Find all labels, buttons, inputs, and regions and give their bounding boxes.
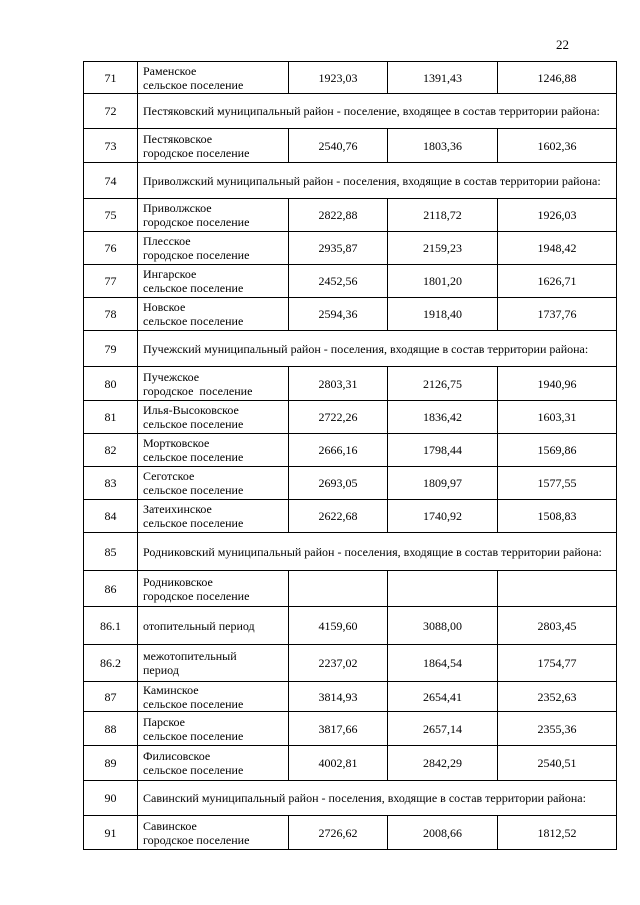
value-cell: 1603,31 bbox=[498, 401, 617, 434]
settlement-name: Пучежское городское поселение bbox=[138, 367, 289, 401]
row-number: 85 bbox=[84, 533, 138, 571]
value-cell: 1577,55 bbox=[498, 467, 617, 500]
row-number: 77 bbox=[84, 265, 138, 298]
value-cell: 2803,45 bbox=[498, 607, 617, 645]
tariff-table bbox=[83, 61, 617, 850]
row-number: 83 bbox=[84, 467, 138, 500]
settlement-name: Приволжское городское поселение bbox=[138, 199, 289, 232]
value-cell: 2726,62 bbox=[289, 816, 388, 850]
settlement-name: Затеихинское сельское поселение bbox=[138, 500, 289, 533]
value-cell: 1508,83 bbox=[498, 500, 617, 533]
value-cell: 2594,36 bbox=[289, 298, 388, 331]
table-row bbox=[84, 199, 617, 232]
row-number: 79 bbox=[84, 331, 138, 367]
table-row bbox=[84, 682, 617, 712]
settlement-name: Родниковское городское поселение bbox=[138, 571, 289, 607]
table-row bbox=[84, 62, 617, 94]
row-number: 89 bbox=[84, 746, 138, 781]
value-cell: 2622,68 bbox=[289, 500, 388, 533]
value-cell: 2126,75 bbox=[388, 367, 498, 401]
settlement-name: Сеготское сельское поселение bbox=[138, 467, 289, 500]
value-cell: 2657,14 bbox=[388, 712, 498, 746]
settlement-name: Парское сельское поселение bbox=[138, 712, 289, 746]
value-cell: 2842,29 bbox=[388, 746, 498, 781]
value-cell: 2822,88 bbox=[289, 199, 388, 232]
row-number: 73 bbox=[84, 129, 138, 163]
value-cell: 2008,66 bbox=[388, 816, 498, 850]
table-row bbox=[84, 746, 617, 781]
settlement-name: Мортковское сельское поселение bbox=[138, 434, 289, 467]
value-cell: 4002,81 bbox=[289, 746, 388, 781]
value-cell: 2355,36 bbox=[498, 712, 617, 746]
table-row bbox=[84, 298, 617, 331]
table-row bbox=[84, 500, 617, 533]
value-cell: 1940,96 bbox=[498, 367, 617, 401]
row-number: 72 bbox=[84, 94, 138, 129]
value-cell: 1737,76 bbox=[498, 298, 617, 331]
value-cell: 2237,02 bbox=[289, 645, 388, 682]
row-number: 88 bbox=[84, 712, 138, 746]
value-cell: 2693,05 bbox=[289, 467, 388, 500]
value-cell: 1918,40 bbox=[388, 298, 498, 331]
settlement-name: Каминское сельское поселение bbox=[138, 682, 289, 712]
table-row bbox=[84, 401, 617, 434]
value-cell: 1812,52 bbox=[498, 816, 617, 850]
value-cell: 1801,20 bbox=[388, 265, 498, 298]
value-cell: 3088,00 bbox=[388, 607, 498, 645]
table-row bbox=[84, 331, 617, 367]
value-cell: 2722,26 bbox=[289, 401, 388, 434]
value-cell: 2935,87 bbox=[289, 232, 388, 265]
table-row bbox=[84, 607, 617, 645]
row-number: 81 bbox=[84, 401, 138, 434]
value-cell: 1391,43 bbox=[388, 62, 498, 94]
value-cell: 4159,60 bbox=[289, 607, 388, 645]
value-cell: 2452,56 bbox=[289, 265, 388, 298]
row-number: 86 bbox=[84, 571, 138, 607]
value-cell bbox=[388, 571, 498, 607]
page-number: 22 bbox=[556, 37, 569, 52]
value-cell: 3814,93 bbox=[289, 682, 388, 712]
settlement-name: Раменское сельское поселение bbox=[138, 62, 289, 94]
table-row bbox=[84, 94, 617, 129]
value-cell: 1602,36 bbox=[498, 129, 617, 163]
value-cell: 2540,51 bbox=[498, 746, 617, 781]
table-row bbox=[84, 467, 617, 500]
district-heading: Пестяковский муниципальный район - поселение, входящее в состав территории района: bbox=[138, 94, 617, 129]
value-cell: 1803,36 bbox=[388, 129, 498, 163]
table-row bbox=[84, 571, 617, 607]
table-row bbox=[84, 434, 617, 467]
value-cell: 3817,66 bbox=[289, 712, 388, 746]
settlement-name: Илья-Высоковское сельское поселение bbox=[138, 401, 289, 434]
value-cell: 2352,63 bbox=[498, 682, 617, 712]
value-cell: 1569,86 bbox=[498, 434, 617, 467]
district-heading: Савинский муниципальный район - поселения, входящие в состав территории района: bbox=[138, 781, 617, 816]
row-number: 80 bbox=[84, 367, 138, 401]
value-cell: 1948,42 bbox=[498, 232, 617, 265]
table-row bbox=[84, 533, 617, 571]
row-number: 86.1 bbox=[84, 607, 138, 645]
row-number: 76 bbox=[84, 232, 138, 265]
value-cell: 2118,72 bbox=[388, 199, 498, 232]
value-cell: 1809,97 bbox=[388, 467, 498, 500]
row-number: 71 bbox=[84, 62, 138, 94]
value-cell: 1923,03 bbox=[289, 62, 388, 94]
table-row bbox=[84, 265, 617, 298]
district-heading: Пучежский муниципальный район - поселения, входящие в состав территории района: bbox=[138, 331, 617, 367]
row-number: 86.2 bbox=[84, 645, 138, 682]
table-row bbox=[84, 129, 617, 163]
value-cell: 2666,16 bbox=[289, 434, 388, 467]
district-heading: Приволжский муниципальный район - поселения, входящие в состав территории района: bbox=[138, 163, 617, 199]
value-cell: 1836,42 bbox=[388, 401, 498, 434]
table-row bbox=[84, 645, 617, 682]
value-cell: 2159,23 bbox=[388, 232, 498, 265]
table-row bbox=[84, 712, 617, 746]
value-cell: 1246,88 bbox=[498, 62, 617, 94]
settlement-name: Новское сельское поселение bbox=[138, 298, 289, 331]
value-cell bbox=[289, 571, 388, 607]
table-row bbox=[84, 781, 617, 816]
value-cell: 1626,71 bbox=[498, 265, 617, 298]
value-cell: 1740,92 bbox=[388, 500, 498, 533]
table-row bbox=[84, 367, 617, 401]
value-cell: 1754,77 bbox=[498, 645, 617, 682]
value-cell: 2654,41 bbox=[388, 682, 498, 712]
settlement-name: межотопительный период bbox=[138, 645, 289, 682]
table-row bbox=[84, 816, 617, 850]
row-number: 78 bbox=[84, 298, 138, 331]
value-cell bbox=[498, 571, 617, 607]
table-row bbox=[84, 232, 617, 265]
value-cell: 1798,44 bbox=[388, 434, 498, 467]
value-cell: 2540,76 bbox=[289, 129, 388, 163]
row-number: 90 bbox=[84, 781, 138, 816]
settlement-name: Плесское городское поселение bbox=[138, 232, 289, 265]
district-heading: Родниковский муниципальный район - поселения, входящие в состав территории района: bbox=[138, 533, 617, 571]
table-row bbox=[84, 163, 617, 199]
row-number: 75 bbox=[84, 199, 138, 232]
value-cell: 2803,31 bbox=[289, 367, 388, 401]
row-number: 74 bbox=[84, 163, 138, 199]
row-number: 91 bbox=[84, 816, 138, 850]
row-number: 84 bbox=[84, 500, 138, 533]
settlement-name: Савинское городское поселение bbox=[138, 816, 289, 850]
settlement-name: отопительный период bbox=[138, 607, 289, 645]
settlement-name: Ингарское сельское поселение bbox=[138, 265, 289, 298]
row-number: 82 bbox=[84, 434, 138, 467]
row-number: 87 bbox=[84, 682, 138, 712]
value-cell: 1926,03 bbox=[498, 199, 617, 232]
value-cell: 1864,54 bbox=[388, 645, 498, 682]
settlement-name: Филисовское сельское поселение bbox=[138, 746, 289, 781]
settlement-name: Пестяковское городское поселение bbox=[138, 129, 289, 163]
